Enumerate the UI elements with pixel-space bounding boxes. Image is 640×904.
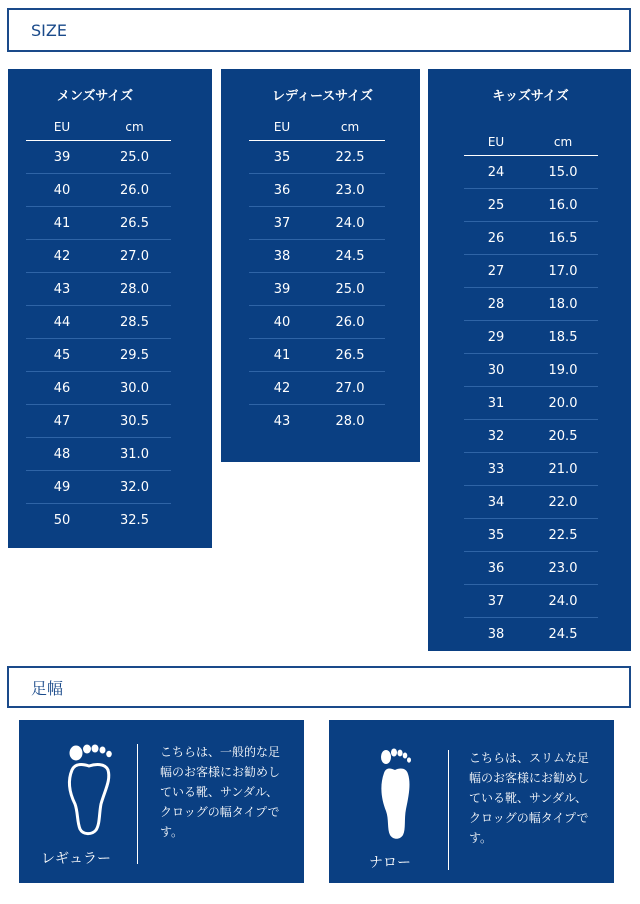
kids-table-header xyxy=(464,128,598,156)
description-line: す。 xyxy=(160,825,184,839)
eu-size-cell: 42 xyxy=(53,248,71,264)
womens-table-header xyxy=(249,113,385,141)
cm-size-cell: 31.0 xyxy=(120,446,149,462)
cm-size-cell: 26.0 xyxy=(120,182,149,198)
cm-size-cell: 21.0 xyxy=(548,461,578,477)
eu-size-cell: 24 xyxy=(487,164,505,180)
table-row xyxy=(26,240,171,273)
description-line: ている靴、サンダル、 xyxy=(469,791,587,805)
mens-table-header xyxy=(26,113,171,141)
divider xyxy=(448,750,449,870)
eu-size-cell: 37 xyxy=(273,215,291,231)
cm-size-cell: 24.5 xyxy=(335,248,365,264)
cm-size-cell: 22.0 xyxy=(548,494,578,510)
eu-size-cell: 37 xyxy=(487,593,505,609)
table-row xyxy=(26,372,171,405)
description-line: こちらは、一般的な足 xyxy=(160,745,281,759)
cm-size-cell: 32.0 xyxy=(120,479,149,495)
wide-footprint-icon xyxy=(63,742,115,840)
cm-column-header: cm xyxy=(340,119,360,134)
cm-size-cell: 26.5 xyxy=(335,347,365,363)
cm-column-header: cm xyxy=(125,119,144,134)
description-line: 幅のお客様にお勧めし xyxy=(469,771,590,785)
cm-size-cell: 19.0 xyxy=(548,362,578,378)
eu-column-header: EU xyxy=(53,119,71,134)
cm-size-cell: 15.0 xyxy=(548,164,578,180)
eu-size-cell: 28 xyxy=(487,296,505,312)
description-line: ている靴、サンダル、 xyxy=(160,785,278,799)
table-row xyxy=(26,339,171,372)
width-header-label: 足幅 xyxy=(31,678,64,698)
regular-width-description xyxy=(160,742,288,842)
width-section-header xyxy=(7,666,631,708)
cm-size-cell: 27.0 xyxy=(120,248,149,264)
table-row xyxy=(26,207,171,240)
eu-size-cell: 34 xyxy=(487,494,505,510)
eu-size-cell: 38 xyxy=(487,627,505,642)
womens-size-title: レディースサイズ xyxy=(271,89,373,104)
cm-size-cell: 30.0 xyxy=(120,380,149,396)
kids-table-body xyxy=(464,156,598,651)
eu-size-cell: 40 xyxy=(273,314,291,330)
cm-size-cell: 20.0 xyxy=(548,395,578,411)
size-header-label: SIZE xyxy=(31,20,67,40)
table-row xyxy=(464,453,598,486)
eu-size-cell: 47 xyxy=(53,413,71,429)
eu-size-cell: 50 xyxy=(53,513,71,528)
cm-size-cell: 25.0 xyxy=(335,281,365,297)
description-line: こちらは、スリムな足 xyxy=(469,751,590,765)
mens-size-table xyxy=(26,113,171,537)
cm-size-cell: 30.5 xyxy=(120,413,149,429)
eu-column-header: EU xyxy=(487,134,505,149)
table-row xyxy=(464,189,598,222)
narrow-width-label: ナロー xyxy=(369,855,411,871)
table-row xyxy=(464,486,598,519)
eu-size-cell: 31 xyxy=(487,395,505,411)
womens-table-body xyxy=(249,141,385,438)
eu-size-cell: 45 xyxy=(53,347,71,363)
eu-size-cell: 38 xyxy=(273,248,291,264)
size-section-header xyxy=(7,8,631,52)
cm-size-cell: 24.5 xyxy=(548,627,578,642)
mens-size-title: メンズサイズ xyxy=(56,89,134,104)
table-row xyxy=(26,504,171,537)
eu-size-cell: 44 xyxy=(53,314,71,330)
table-row xyxy=(464,387,598,420)
eu-size-cell: 26 xyxy=(487,230,505,246)
eu-size-cell: 43 xyxy=(53,281,71,297)
eu-size-cell: 39 xyxy=(53,149,71,165)
divider xyxy=(137,744,138,864)
description-line: す。 xyxy=(469,831,493,845)
kids-size-panel xyxy=(428,69,631,651)
womens-size-table xyxy=(249,113,385,438)
eu-size-cell: 39 xyxy=(273,281,291,297)
table-row xyxy=(464,552,598,585)
table-row xyxy=(26,438,171,471)
table-row xyxy=(464,618,598,651)
description-line: 幅のお客様にお勧めし xyxy=(160,765,281,779)
womens-size-panel xyxy=(221,69,420,462)
eu-size-cell: 30 xyxy=(487,362,505,378)
table-row xyxy=(249,339,385,372)
cm-size-cell: 24.0 xyxy=(335,215,365,231)
cm-size-cell: 27.0 xyxy=(335,380,365,396)
cm-size-cell: 18.0 xyxy=(548,296,578,312)
eu-size-cell: 42 xyxy=(273,380,291,396)
eu-size-cell: 33 xyxy=(487,461,505,477)
eu-size-cell: 35 xyxy=(487,527,505,543)
narrow-footprint-icon xyxy=(377,747,413,845)
cm-size-cell: 17.0 xyxy=(548,263,578,279)
table-row xyxy=(249,240,385,273)
cm-size-cell: 23.0 xyxy=(335,182,365,198)
cm-size-cell: 25.0 xyxy=(120,149,149,165)
table-row xyxy=(464,288,598,321)
cm-size-cell: 22.5 xyxy=(548,527,578,543)
eu-size-cell: 49 xyxy=(53,479,71,495)
kids-size-title: キッズサイズ xyxy=(492,89,569,104)
table-row xyxy=(464,255,598,288)
cm-size-cell: 16.0 xyxy=(548,197,578,213)
regular-width-panel xyxy=(19,720,304,883)
eu-size-cell: 43 xyxy=(273,414,291,429)
table-row xyxy=(464,420,598,453)
cm-size-cell: 23.0 xyxy=(548,560,578,576)
eu-size-cell: 32 xyxy=(487,428,505,444)
table-row xyxy=(249,405,385,438)
description-line: クロッグの幅タイプで xyxy=(469,811,589,825)
eu-size-cell: 41 xyxy=(273,347,291,363)
table-row xyxy=(464,156,598,189)
description-line: クロッグの幅タイプで xyxy=(160,805,280,819)
cm-size-cell: 22.5 xyxy=(335,149,365,165)
table-row xyxy=(249,372,385,405)
cm-size-cell: 26.5 xyxy=(120,215,149,231)
eu-size-cell: 36 xyxy=(487,560,505,576)
eu-size-cell: 48 xyxy=(53,446,71,462)
table-row xyxy=(249,273,385,306)
table-row xyxy=(464,321,598,354)
eu-column-header: EU xyxy=(273,119,291,134)
eu-size-cell: 36 xyxy=(273,182,291,198)
table-row xyxy=(464,222,598,255)
table-row xyxy=(464,585,598,618)
cm-size-cell: 32.5 xyxy=(120,513,149,528)
table-row xyxy=(26,471,171,504)
table-row xyxy=(26,306,171,339)
table-row xyxy=(26,174,171,207)
table-row xyxy=(464,354,598,387)
cm-size-cell: 26.0 xyxy=(335,314,365,330)
eu-size-cell: 25 xyxy=(487,197,505,213)
mens-table-body xyxy=(26,141,171,537)
table-row xyxy=(26,141,171,174)
cm-size-cell: 28.0 xyxy=(335,414,365,429)
table-row xyxy=(464,519,598,552)
cm-size-cell: 16.5 xyxy=(548,230,578,246)
regular-width-label: レギュラー xyxy=(41,851,111,867)
cm-size-cell: 24.0 xyxy=(548,593,578,609)
table-row xyxy=(249,207,385,240)
eu-size-cell: 46 xyxy=(53,380,71,396)
table-row xyxy=(26,273,171,306)
eu-size-cell: 27 xyxy=(487,263,505,279)
table-row xyxy=(26,405,171,438)
eu-size-cell: 40 xyxy=(53,182,71,198)
cm-size-cell: 20.5 xyxy=(548,428,578,444)
cm-size-cell: 29.5 xyxy=(120,347,149,363)
eu-size-cell: 35 xyxy=(273,149,291,165)
eu-size-cell: 41 xyxy=(53,215,71,231)
narrow-width-description xyxy=(469,748,597,848)
kids-size-table xyxy=(464,128,598,651)
table-row xyxy=(249,174,385,207)
mens-size-panel xyxy=(8,69,212,548)
cm-size-cell: 18.5 xyxy=(548,329,578,345)
table-row xyxy=(249,141,385,174)
cm-size-cell: 28.5 xyxy=(120,314,149,330)
cm-size-cell: 28.0 xyxy=(120,281,149,297)
cm-column-header: cm xyxy=(553,134,573,149)
narrow-width-panel xyxy=(329,720,614,883)
eu-size-cell: 29 xyxy=(487,329,505,345)
table-row xyxy=(249,306,385,339)
